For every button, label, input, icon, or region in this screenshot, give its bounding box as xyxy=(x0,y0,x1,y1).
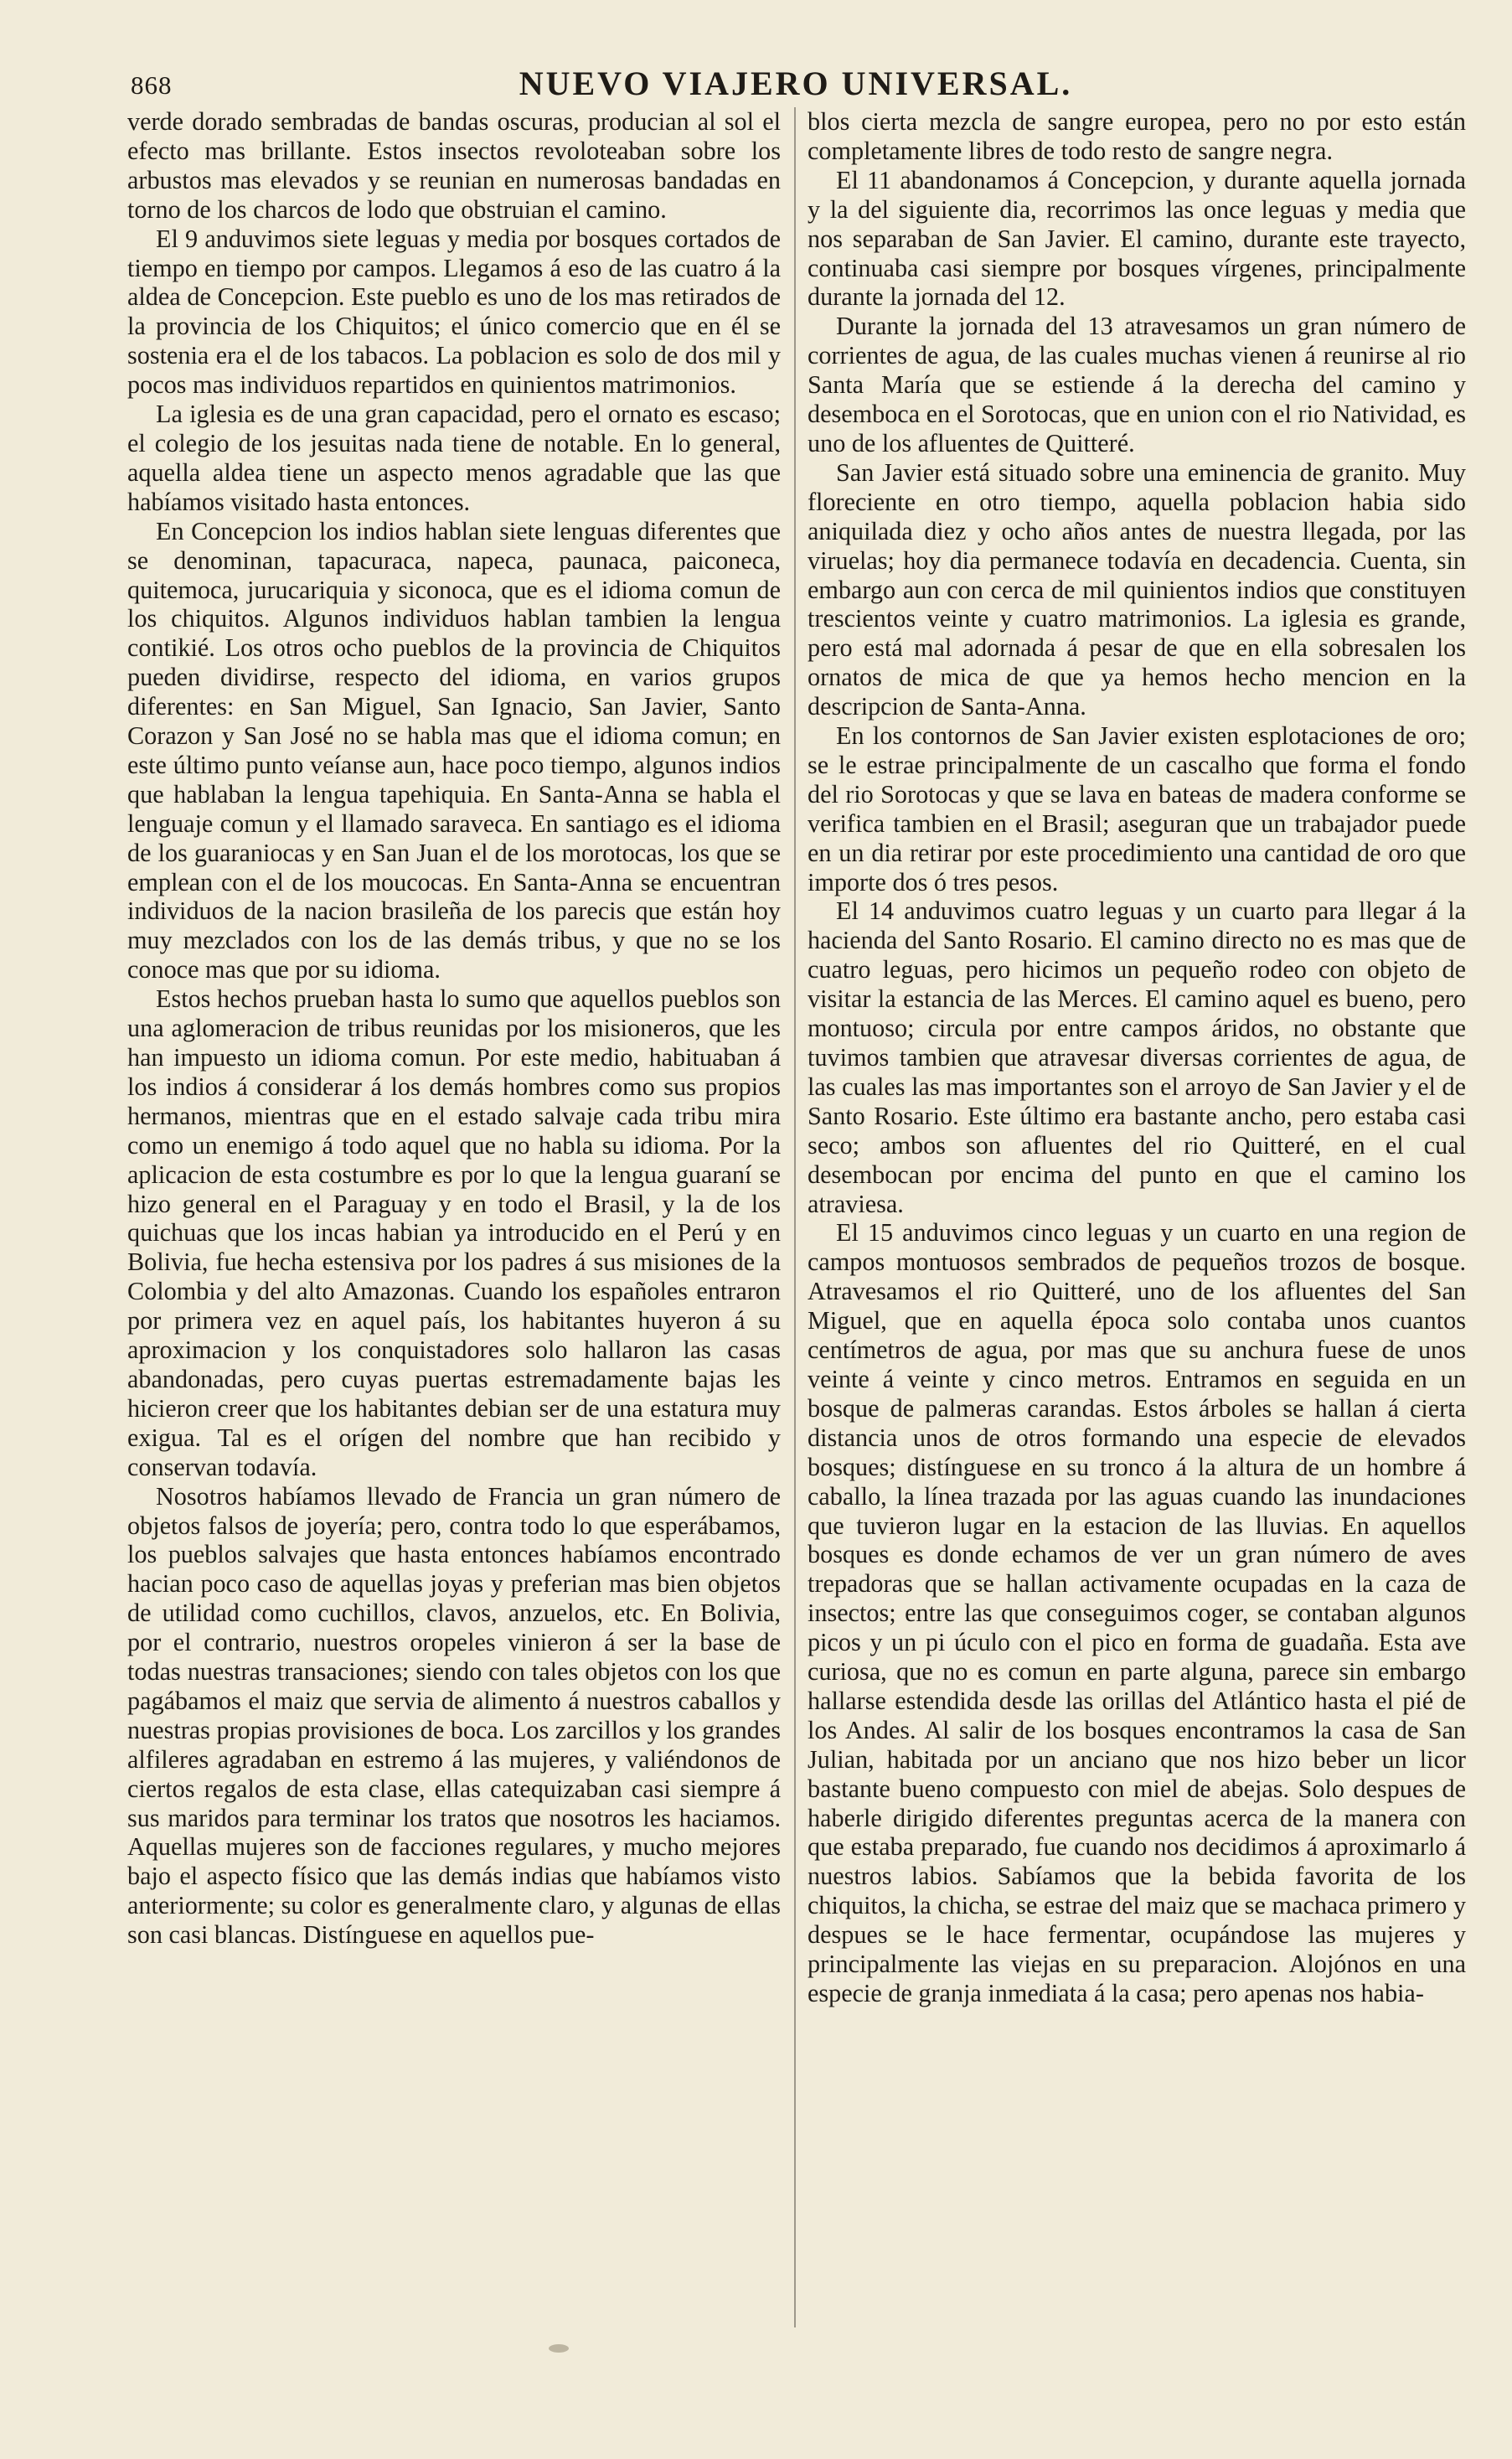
paragraph: El 9 anduvimos siete leguas y media por bosques cortados de tiempo en tiempo por campos. Llegamos á eso de las cuatro á la aldea de Concepcion. Este pueblo es uno de los mas retirados de la provincia de los Chiquitos; el único comercio que en él se sostenia era el de los tabacos. La poblacion es solo de dos mil y pocos mas individuos repartidos en quinientos matrimonios. xyxy=(127,224,781,400)
paragraph: El 14 anduvimos cuatro leguas y un cuarto para llegar á la hacienda del Santo Rosario. El camino directo no es mas que de cuatro leguas, pero hicimos un pequeño rodeo con objeto de visitar la estancia de las Merces. El camino aquel es bueno, pero montuoso; circula por entre campos áridos, no obstante que tuvimos tambien que atravesar diversas corrientes de agua, de las cuales las mas importantes son el arroyo de San Javier y el de Santo Rosario. Este último era bastante ancho, pero estaba casi seco; ambos son afluentes del rio Quitteré, en el cual desembocan por encima del punto en que el camino los atraviesa. xyxy=(808,896,1466,1218)
page-header xyxy=(126,60,1466,104)
paragraph: En los contornos de San Javier existen esplotaciones de oro; se le estrae principalmente de un cascalho que forma el fondo del rio Sorotocas y que se lava en bateas de madera conforme se verifica tambien en el Brasil; aseguran que un trabajador puede en un dia retirar por este procedimiento una cantidad de oro que importe dos ó tres pesos. xyxy=(808,721,1466,896)
paragraph: El 11 abandonamos á Concepcion, y durante aquella jornada y la del siguiente dia, recorrimos las once leguas y media que nos separaban de San Javier. El camino, durante este trayecto, continuaba casi siempre por bosques vírgenes, principalmente durante la jornada del 12. xyxy=(808,165,1466,312)
ink-blot xyxy=(549,2344,569,2353)
paragraph: El 15 anduvimos cinco leguas y un cuarto en una region de campos montuosos sembrados de pequeños trozos de bosque. Atravesamos el rio Quitteré, uno de los afluentes del San Miguel, que en aquella época solo contaba unos cuantos centímetros de agua, por mas que su anchura fuese de unos veinte á veinte y cinco metros. Entramos en seguida en un bosque de palmeras carandas. Estos árboles se hallan á cierta distancia unos de otros formando una especie de elevados bosques; distínguese en su tronco á la altura de un hombre á caballo, la línea trazada por las aguas cuando las inundaciones que tuvieron lugar en la estacion de las lluvias. En aquellos bosques es donde echamos de ver un gran número de aves trepadoras que se hallan activamente ocupadas en la caza de insectos; entre las que conseguimos coger, se contaban algunos picos y un pi úculo con el pico en forma de guadaña. Esta ave curiosa, que no es comun en parte alguna, parece sin embargo hallarse estendida desde las orillas del Atlántico hasta el pié de los Andes. Al salir de los bosques encontramos la casa de San Julian, habitada por un anciano que nos hizo beber un licor bastante bueno compuesto con miel de abejas. Solo despues de haberle dirigido diferentes preguntas acerca de la manera con que estaba preparado, fue cuando nos decidimos á aproximarlo á nuestros labios. Sabíamos que la bebida favorita de los chiquitos, la chicha, se estrae del maiz que se machaca primero y despues se le hace fermentar, ocupándose las mujeres y principalmente las viejas en su preparacion. Alojónos en una especie de granja inmediata á la casa; pero apenas nos habia- xyxy=(808,1218,1466,2007)
column-divider xyxy=(794,107,796,2327)
paragraph: Nosotros habíamos llevado de Francia un gran número de objetos falsos de joyería; pero, contra todo lo que esperábamos, los pueblos salvajes que hasta entonces habíamos encontrado hacian poco caso de aquellas joyas y preferian mas bien objetos de utilidad como cuchillos, clavos, anzuelos, etc. En Bolivia, por el contrario, nuestros oropeles vinieron á ser la base de todas nuestras transaciones; siendo con tales objetos con los que pagábamos el maiz que servia de alimento á nuestros caballos y nuestras propias provisiones de boca. Los zarcillos y los grandes alfileres agradaban en estremo á las mujeres, y valiéndonos de ciertos regalos de esta clase, ellas catequizaban casi siempre á sus maridos para terminar los tratos que nosotros les haciamos. Aquellas mujeres son de facciones regulares, y mucho mejores bajo el aspecto físico que las demás indias que habíamos visto anteriormente; su color es generalmente claro, y algunas de ellas son casi blancas. Distínguese en aquellos pue- xyxy=(127,1481,781,1950)
paragraph: blos cierta mezcla de sangre europea, pero no por esto están completamente libres de todo resto de sangre negra. xyxy=(808,107,1466,165)
paragraph: La iglesia es de una gran capacidad, pero el ornato es escaso; el colegio de los jesuitas nada tiene de notable. En lo general, aquella aldea tiene un aspecto menos agradable que las que habíamos visitado hasta entonces. xyxy=(127,400,781,516)
left-column xyxy=(127,107,781,1950)
paragraph: San Javier está situado sobre una eminencia de granito. Muy floreciente en otro tiempo, aquella poblacion habia sido aniquilada diez y ocho años antes de nuestra llegada, por las viruelas; hoy dia permanece todavía en decadencia. Cuenta, sin embargo aun con cerca de mil quinientos indios que constituyen trescientos veinte y cuatro matrimonios. La iglesia es grande, pero está mal adornada á pesar de que en ella sobresalen los ornatos de mica de que ya hemos hecho mencion en la descripcion de Santa-Anna. xyxy=(808,457,1466,721)
paragraph: verde dorado sembradas de bandas oscuras, producian al sol el efecto mas brillante. Estos insectos revoloteaban sobre los arbustos mas elevados y se reunian en numerosas bandadas en torno de los charcos de lodo que obstruian el camino. xyxy=(127,107,781,224)
paragraph: En Concepcion los indios hablan siete lenguas diferentes que se denominan, tapacuraca, napeca, paunaca, paiconeca, quitemoca, jurucariquia y siconoca, que es el idioma comun de los chiquitos. Algunos individuos hablan tambien la lengua contikié. Los otros ocho pueblos de la provincia de Chiquitos pueden dividirse, respecto del idioma, en varios grupos diferentes: en San Miguel, San Ignacio, San Javier, Santo Corazon y San José no se habla mas que el idioma comun; en este último punto veíanse aun, hace poco tiempo, algunos indios que hablaban la lengua tapehiquia. En Santa-Anna se habla el lenguaje comun y el llamado saraveca. En santiago es el idioma de los guaraniocas y en San Juan el de los morotocas, los que se emplean con el de los moucocas. En Santa-Anna se encuentran individuos de la nacion brasileña de los parecis que están hoy muy mezclados con los de las demás tribus, y que no se los conoce mas que por su idioma. xyxy=(127,516,781,984)
running-title: NUEVO VIAJERO UNIVERSAL. xyxy=(519,65,1073,102)
right-column xyxy=(808,107,1466,2008)
page-number: 868 xyxy=(131,70,173,100)
paragraph: Estos hechos prueban hasta lo sumo que aquellos pueblos son una aglomeracion de tribus reunidas por los misioneros, que les han impuesto un idioma comun. Por este medio, habituaban á los indios á considerar á los demás hombres como sus propios hermanos, mientras que en el estado salvaje cada tribu mira como un enemigo á todo aquel que no habla su idioma. Por la aplicacion de esta costumbre es por lo que la lengua guaraní se hizo general en el Paraguay y en todo el Brasil, y la de los quichuas que los incas habian ya introducido en el Perú y en Bolivia, fue hecha estensiva por los padres á sus misiones de la Colombia y del alto Amazonas. Cuando los españoles entraron por primera vez en aquel país, los habitantes huyeron á su aproximacion y los conquistadores solo hallaron las casas abandonadas, pero cuyas puertas estremadamente bajas les hicieron creer que los habitantes debian ser de una estatura muy exigua. Tal es el orígen del nombre que han recibido y conservan todavía. xyxy=(127,984,781,1481)
paragraph: Durante la jornada del 13 atravesamos un gran número de corrientes de agua, de las cuales muchas vienen á reunirse al rio Santa María que se estiende á la derecha del camino y desemboca en el Sorotocas, que en union con el rio Natividad, es uno de los afluentes de Quitteré. xyxy=(808,312,1466,457)
